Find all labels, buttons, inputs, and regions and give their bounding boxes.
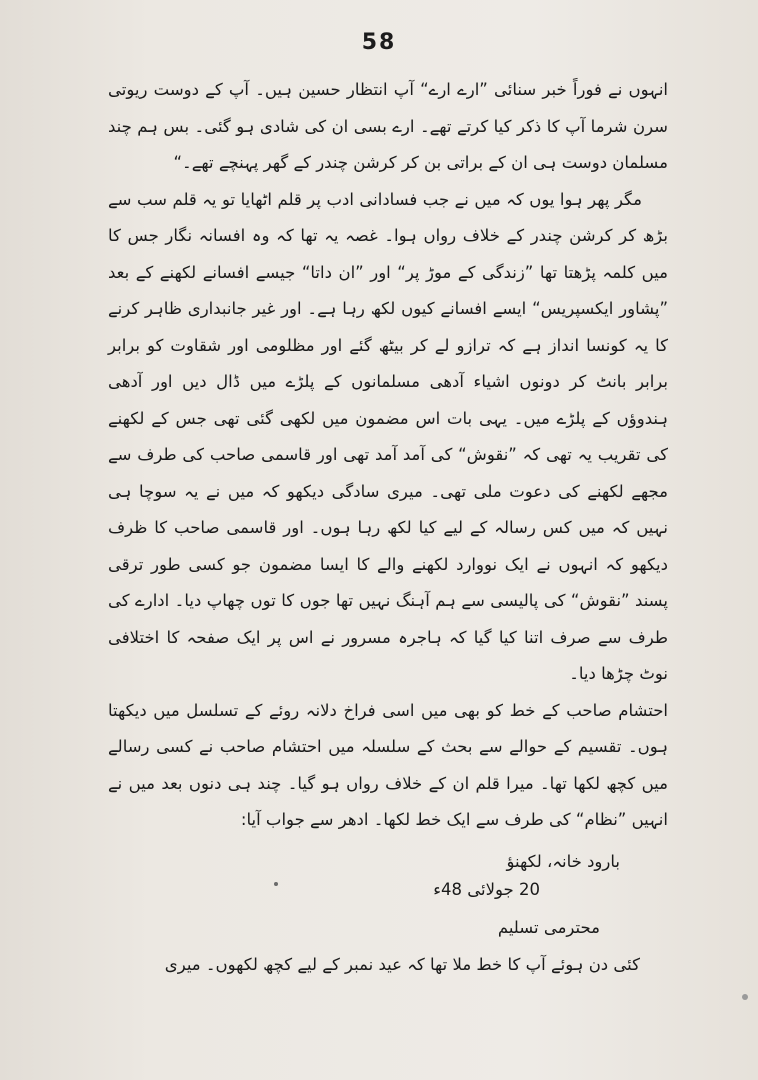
letter-opening-line: کئی دن ہوئے آپ کا خط ملا تھا کہ عید نمبر کے لیے کچھ لکھوں۔ میری bbox=[164, 955, 640, 974]
letter-date: 20 جولائی 48ء bbox=[433, 880, 540, 899]
page-number: 58 bbox=[361, 30, 397, 55]
paragraph-2: مگر پھر ہوا یوں کہ میں نے جب فسادانی ادب پر قلم اٹھایا تو یہ قلم سب سے بڑھ کر کرشن چندر کے خلاف رواں ہوا۔ غصہ یہ تھا کہ وہ افسانہ نگار جس کا میں کلمہ پڑھتا تھا ”زندگی کے موڑ پر“ اور ”ان داتا“ جیسے افسانے لکھنے کے بعد ”پشاور ایکسپریس“ ایسے افسانے کیوں لکھ رہا ہے۔ اور غیر جانبداری ظاہر کرنے کا یہ کونسا انداز ہے کہ ترازو لے کر بیٹھ گئے اور مظلومی اور شقاوت کو برابر برابر بانٹ کر دونوں اشیاء آدھی مسلمانوں کے پلڑے میں ڈال دیں اور آدھی ہندوؤں کے پلڑے میں۔ یہی بات اس مضمون میں لکھی گئی تھی جس کے لکھنے کی تقریب یہ تھی کہ ”نقوش“ کی آمد آمد تھی اور قاسمی صاحب کی طرف سے مجھے لکھنے کی دعوت ملی تھی۔ میری سادگی دیکھو کہ میں نے یہ سوچا ہی نہیں کہ میں کس رسالہ کے لیے کیا لکھ رہا ہوں۔ اور قاسمی صاحب کا ظرف دیکھو کہ انہوں نے ایک نووارد لکھنے والے کا ایسا مضمون جو کسی طور ترقی پسند ”نقوش“ کی پالیسی سے ہم آہنگ نہیں تھا جوں کا توں چھاپ دیا۔ ادارے کی طرف سے صرف اتنا کیا گیا کہ ہاجرہ مسرور نے اس پر ایک صفحہ کا اختلافی نوٹ چڑھا دیا۔ bbox=[108, 189, 668, 683]
letter-salutation: محترمی تسلیم bbox=[497, 918, 600, 937]
ink-speck bbox=[742, 994, 748, 1000]
paragraph-3: احتشام صاحب کے خط کو بھی میں اسی فراخ دلانہ روئے کے تسلسل میں دیکھتا ہوں۔ تقسیم کے حوالے سے بحث کے سلسلہ میں احتشام صاحب نے کسی رسالے میں کچھ لکھا تھا۔ میرا قلم ان کے خلاف رواں ہو گیا۔ چند ہی دنوں بعد میں نے انہیں ”نظام“ کی طرف سے ایک خط لکھا۔ ادھر سے جواب آیا: bbox=[108, 700, 668, 829]
paragraph-1: انہوں نے فوراً خبر سنائی ”ارے ارے“ آپ انتظار حسین ہیں۔ آپ کے دوست ریوتی سرن شرما آپ کا ذکر کیا کرتے تھے۔ ارے بسی ان کی شادی ہو گئی۔ بس ہم چند مسلمان دوست ہی ان کے براتی بن کر کرشن چندر کے گھر پہنچے تھے۔“ bbox=[108, 80, 668, 172]
ink-speck bbox=[274, 882, 278, 886]
letter-address: بارود خانہ، لکھنؤ bbox=[506, 852, 620, 871]
body-text bbox=[108, 72, 668, 839]
